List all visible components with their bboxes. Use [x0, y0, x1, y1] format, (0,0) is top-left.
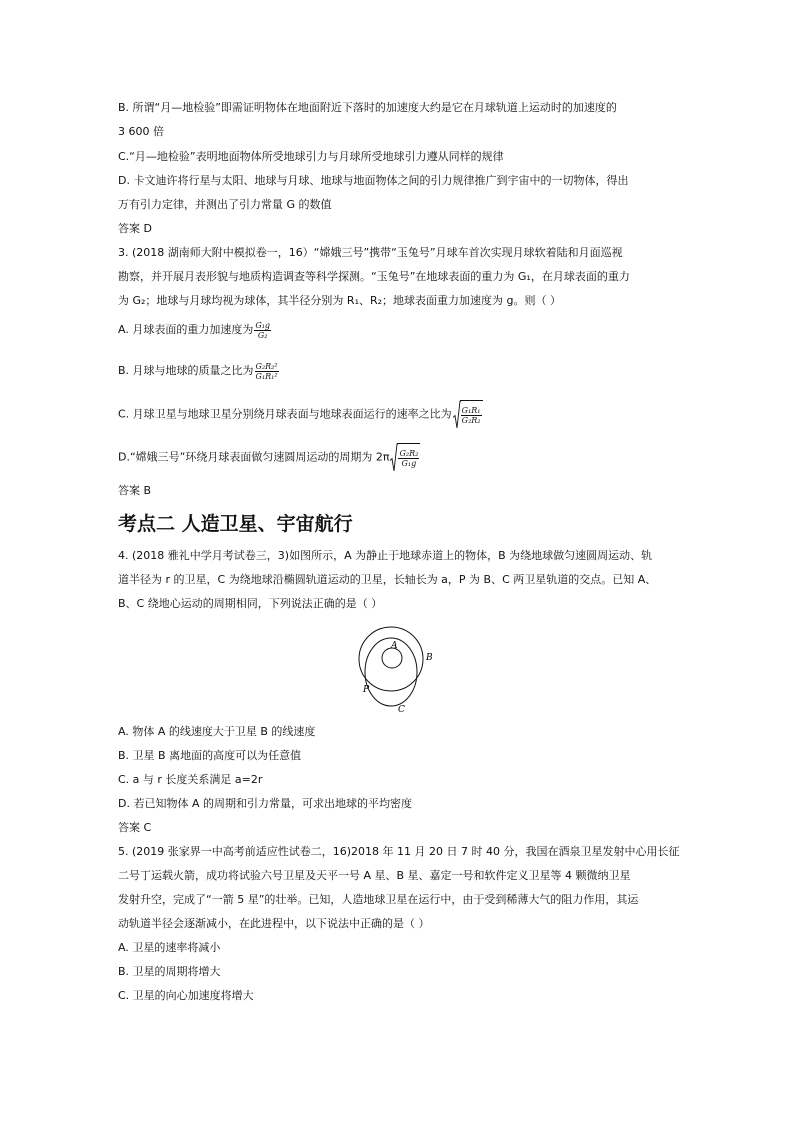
fraction-numerator: G₁g [255, 320, 271, 330]
q4-stem-line1: 4. (2018 雅礼中学月考试卷三，3)如图所示，A 为静止于地球赤道上的物体，B 为绕地球做匀速圆周运动、轨 [118, 549, 653, 562]
q4-option-c: C. a 与 r 长度关系满足 a=2r [118, 773, 263, 786]
fraction-numerator: G₁R₁ [461, 405, 481, 415]
q2-option-d-line1: D. 卡文迪许将行星与太阳、地球与月球、地球与地面物体之间的引力规律推广到宇宙中的一切物体，得出 [118, 174, 629, 187]
q3-option-b-fraction [255, 362, 279, 381]
q5-option-b: B. 卫星的周期将增大 [118, 965, 221, 978]
q3-option-c-sqrt [453, 400, 483, 429]
fraction-denominator: G₁R₁² [255, 371, 278, 381]
q5-stem-line4: 动轨道半径会逐渐减小，在此进程中，以下说法中正确的是（ ） [118, 917, 430, 930]
q4-option-d: D. 若已知物体 A 的周期和引力常量，可求出地球的平均密度 [118, 797, 412, 810]
q4-option-b: B. 卫星 B 离地面的高度可以为任意值 [118, 749, 302, 762]
label-p: P [363, 685, 370, 695]
q5-option-c: C. 卫星的向心加速度将增大 [118, 989, 254, 1002]
label-a: A [391, 641, 398, 651]
q2-option-b-line1: B. 所谓“月—地检验”即需证明物体在地面附近下落时的加速度大约是它在月球轨道上运动时的加速度的 [118, 101, 617, 114]
q5-option-a: A. 卫星的速率将减小 [118, 941, 221, 954]
fraction-numerator: G₂R₂ [399, 448, 419, 458]
q4-answer: 答案 C [118, 821, 152, 834]
q3-option-a-text: A. 月球表面的重力加速度为 [118, 323, 254, 336]
q2-answer: 答案 D [118, 222, 152, 235]
q3-stem-line2: 勘察，并开展月表形貌与地质构造调查等科学探测。“玉兔号”在地球表面的重力为 G₁，在月球表面的重力 [118, 270, 630, 283]
q5-stem-line1: 5. (2019 张家界一中高考前适应性试卷二，16)2018 年 11 月 20 日 7 时 40 分，我国在酒泉卫星发射中心用长征 [118, 845, 680, 858]
q3-answer: 答案 B [118, 484, 152, 497]
q3-option-b [118, 359, 280, 383]
q4-stem-line3: B、C 绕地心运动的周期相同，下列说法正确的是（ ） [118, 597, 383, 610]
label-c: C [398, 705, 405, 714]
q2-option-d-line2: 万有引力定律，并测出了引力常量 G 的数值 [118, 198, 332, 211]
q3-stem-line3: 为 G₂；地球与月球均视为球体，其半径分别为 R₁、R₂；地球表面重力加速度为 g。则（ ） [118, 294, 562, 307]
label-b: B [426, 653, 433, 663]
q3-option-d [118, 443, 420, 472]
fraction-numerator: G₂R₂² [255, 361, 278, 371]
q5-stem-line3: 发射升空，完成了“一箭 5 星”的壮举。已知，人造地球卫星在运行中，由于受到稀薄大气的阻力作用，其运 [118, 893, 639, 906]
q3-option-b-text: B. 月球与地球的质量之比为 [118, 364, 254, 377]
q3-option-a-fraction [254, 321, 271, 340]
orbit-diagram [350, 626, 440, 714]
fraction-denominator: G₂ [257, 330, 268, 340]
q3-option-a [118, 318, 272, 342]
q3-option-d-text: D.“嫦娥三号”环绕月球表面做匀速圆周运动的周期为 2π [118, 450, 390, 464]
section-heading: 考点二 人造卫星、宇宙航行 [118, 513, 353, 535]
q2-option-b-line2: 3 600 倍 [118, 125, 164, 138]
orbit-b-circle [359, 627, 423, 691]
fraction-denominator: G₂R₂ [461, 415, 481, 425]
q3-stem-line1: 3. (2018 湖南师大附中模拟卷一，16）“嫦娥三号”携带“玉兔号”月球车首次实现月球软着陆和月面巡视 [118, 246, 623, 259]
q3-option-c-text: C. 月球卫星与地球卫星分别绕月球表面与地球表面运行的速率之比为 [118, 407, 452, 421]
q4-option-a: A. 物体 A 的线速度大于卫星 B 的线速度 [118, 725, 316, 738]
q5-stem-line2: 二号丁运载火箭，成功将试验六号卫星及天平一号 A 星、B 星、嘉定一号和软件定义卫星等 4 颗微纳卫星 [118, 869, 631, 882]
fraction-denominator: G₁g [401, 458, 417, 468]
q2-option-c: C.“月—地检验”表明地面物体所受地球引力与月球所受地球引力遵从同样的规律 [118, 150, 504, 163]
radical-sign-icon [390, 443, 398, 472]
earth-circle [382, 648, 402, 668]
radical-sign-icon [453, 400, 461, 429]
q3-option-c [118, 400, 483, 429]
q3-option-d-sqrt [390, 443, 420, 472]
q4-stem-line2: 道半径为 r 的卫星，C 为绕地球沿椭圆轨道运动的卫星，长轴长为 a，P 为 B、C 两卫星轨道的交点。已知 A、 [118, 573, 657, 586]
